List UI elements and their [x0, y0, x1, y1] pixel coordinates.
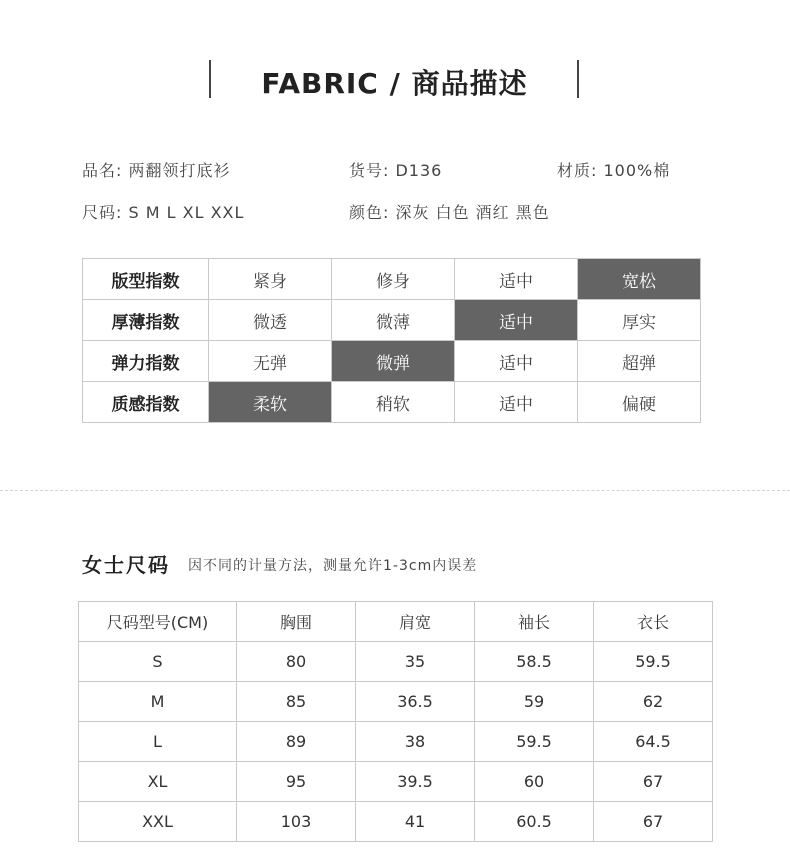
size-table-cell: 89: [237, 722, 356, 762]
size-table-cell: 39.5: [356, 762, 475, 802]
fabric-option: 紧身: [209, 259, 332, 300]
size-table-cell: 85: [237, 682, 356, 722]
fabric-option-selected: 宽松: [578, 259, 701, 300]
size-column-header: 肩宽: [356, 602, 475, 642]
fabric-index-table: [82, 258, 701, 423]
fabric-row: [83, 300, 701, 341]
fabric-option: 适中: [455, 382, 578, 423]
size-table-row: [79, 642, 713, 682]
size-table-cell: 64.5: [594, 722, 713, 762]
page-title: FABRIC / 商品描述: [261, 67, 528, 100]
size-section-title: 女士尺码: [82, 553, 170, 577]
fabric-row: [83, 382, 701, 423]
size-table-cell: 80: [237, 642, 356, 682]
fabric-option: 厚实: [578, 300, 701, 341]
size-table-row: [79, 682, 713, 722]
size-column-header: 尺码型号(CM): [79, 602, 237, 642]
item-number: 货号: D136: [349, 161, 443, 180]
fabric-option: 适中: [455, 259, 578, 300]
fabric-option-selected: 适中: [455, 300, 578, 341]
size-table-cell: 67: [594, 762, 713, 802]
size-table-cell: 41: [356, 802, 475, 842]
size-table-cell: 67: [594, 802, 713, 842]
size-table-cell: XXL: [79, 802, 237, 842]
fabric-option: 超弹: [578, 341, 701, 382]
color-list: 颜色: 深灰 白色 酒红 黑色: [349, 203, 550, 222]
fabric-option: 无弹: [209, 341, 332, 382]
fabric-option: 适中: [455, 341, 578, 382]
size-column-header: 胸围: [237, 602, 356, 642]
section-title: [0, 58, 790, 102]
size-column-header: 袖长: [475, 602, 594, 642]
fabric-row-label: 厚薄指数: [83, 300, 209, 341]
material: 材质: 100%棉: [557, 161, 671, 180]
fabric-option: 修身: [332, 259, 455, 300]
size-section-note: 因不同的计量方法，测量允许1-3cm内误差: [188, 558, 478, 574]
size-table-cell: 35: [356, 642, 475, 682]
fabric-option-selected: 柔软: [209, 382, 332, 423]
size-column-header: 衣长: [594, 602, 713, 642]
size-table-cell: S: [79, 642, 237, 682]
size-table-row: [79, 762, 713, 802]
size-table-cell: 36.5: [356, 682, 475, 722]
fabric-option: 稍软: [332, 382, 455, 423]
size-list: 尺码: S M L XL XXL: [82, 203, 245, 222]
title-left-bar: [209, 60, 211, 98]
size-table-row: [79, 802, 713, 842]
size-table-cell: L: [79, 722, 237, 762]
size-table-cell: 59: [475, 682, 594, 722]
fabric-option: 微透: [209, 300, 332, 341]
size-table-cell: 103: [237, 802, 356, 842]
size-table: [78, 601, 713, 842]
size-table-cell: 58.5: [475, 642, 594, 682]
fabric-row-label: 版型指数: [83, 259, 209, 300]
size-table-row: [79, 722, 713, 762]
fabric-option-selected: 微弹: [332, 341, 455, 382]
size-table-cell: 59.5: [594, 642, 713, 682]
size-table-cell: 95: [237, 762, 356, 802]
size-table-cell: 60: [475, 762, 594, 802]
fabric-row-label: 质感指数: [83, 382, 209, 423]
size-table-cell: 60.5: [475, 802, 594, 842]
fabric-row: [83, 259, 701, 300]
size-table-cell: 59.5: [475, 722, 594, 762]
size-table-cell: 38: [356, 722, 475, 762]
title-right-bar: [577, 60, 579, 98]
product-name: 品名: 两翻领打底衫: [82, 161, 231, 180]
size-table-cell: 62: [594, 682, 713, 722]
fabric-row-label: 弹力指数: [83, 341, 209, 382]
section-divider: [0, 490, 790, 491]
size-table-cell: XL: [79, 762, 237, 802]
fabric-row: [83, 341, 701, 382]
size-table-cell: M: [79, 682, 237, 722]
fabric-option: 微薄: [332, 300, 455, 341]
size-table-header: [79, 602, 713, 642]
fabric-option: 偏硬: [578, 382, 701, 423]
